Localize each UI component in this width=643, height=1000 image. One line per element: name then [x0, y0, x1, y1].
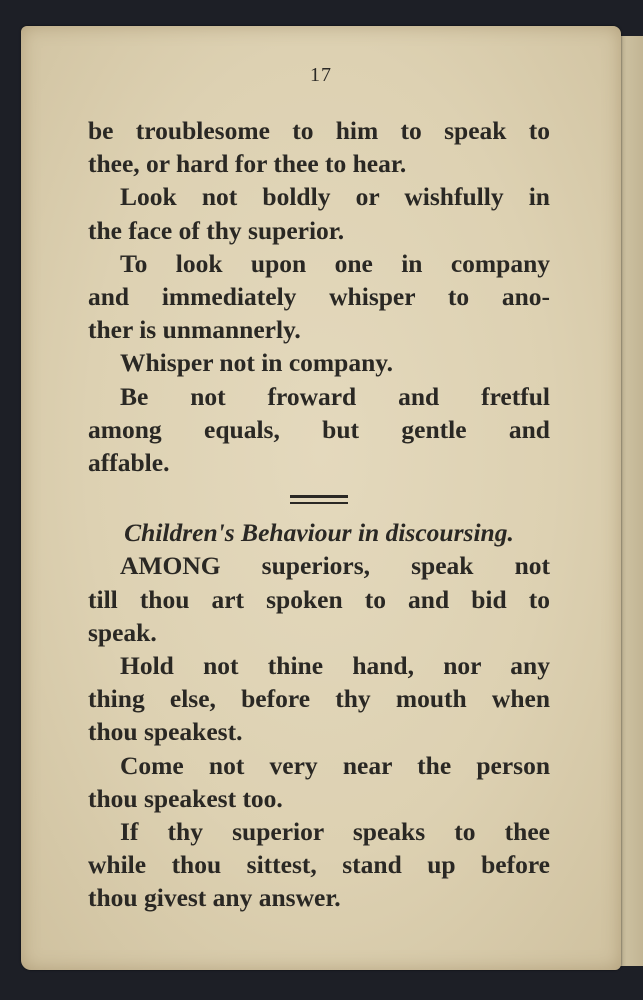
text-line: Hold not thine hand, nor any: [120, 651, 550, 681]
text-line: AMONG superiors, speak not: [120, 551, 550, 581]
paragraph: [88, 749, 550, 815]
text-line: the face of thy superior.: [88, 215, 345, 245]
text-line: thou speakest.: [88, 717, 243, 747]
paragraph: [88, 549, 550, 649]
text-line: speak.: [88, 617, 157, 647]
double-rule-divider: [290, 495, 348, 504]
text-line: thou speakest too.: [88, 783, 283, 813]
text-line: till thou art spoken to and bid to: [88, 584, 550, 614]
section-heading: Children's Behaviour in discoursing.: [124, 518, 514, 548]
text-line: and immediately whisper to ano-: [88, 282, 550, 312]
paragraphs-after-heading: [88, 549, 550, 914]
paragraphs-before-heading: [88, 114, 550, 479]
text-line: Be not froward and fretful: [120, 381, 550, 411]
text-line: Whisper not in company.: [120, 348, 394, 378]
paragraph: [88, 180, 550, 246]
page-number: 17: [310, 64, 332, 86]
book-page: [21, 26, 621, 970]
text-line: be troublesome to him to speak to: [88, 116, 550, 145]
text-line: thing else, before thy mouth when: [88, 684, 550, 714]
text-line: affable.: [88, 448, 170, 478]
paragraph: [88, 346, 550, 379]
text-line: If thy superior speaks to thee: [120, 817, 550, 847]
text-line: Look not boldly or wishfully in: [120, 182, 550, 212]
paragraph: [88, 380, 550, 480]
text-line: thee, or hard for thee to hear.: [88, 149, 407, 179]
text-line: To look upon one in company: [120, 248, 550, 278]
text-line: among equals, but gentle and: [88, 414, 550, 444]
text-line: thou givest any answer.: [88, 883, 341, 913]
paragraph: [88, 649, 550, 749]
text-line: ther is unmannerly.: [88, 315, 301, 345]
text-line: while thou sittest, stand up before: [88, 850, 550, 880]
paragraph: [88, 815, 550, 915]
paragraph: [88, 247, 550, 347]
text-line: Come not very near the person: [120, 750, 550, 780]
paragraph: [88, 114, 550, 180]
page-text: [88, 114, 550, 915]
